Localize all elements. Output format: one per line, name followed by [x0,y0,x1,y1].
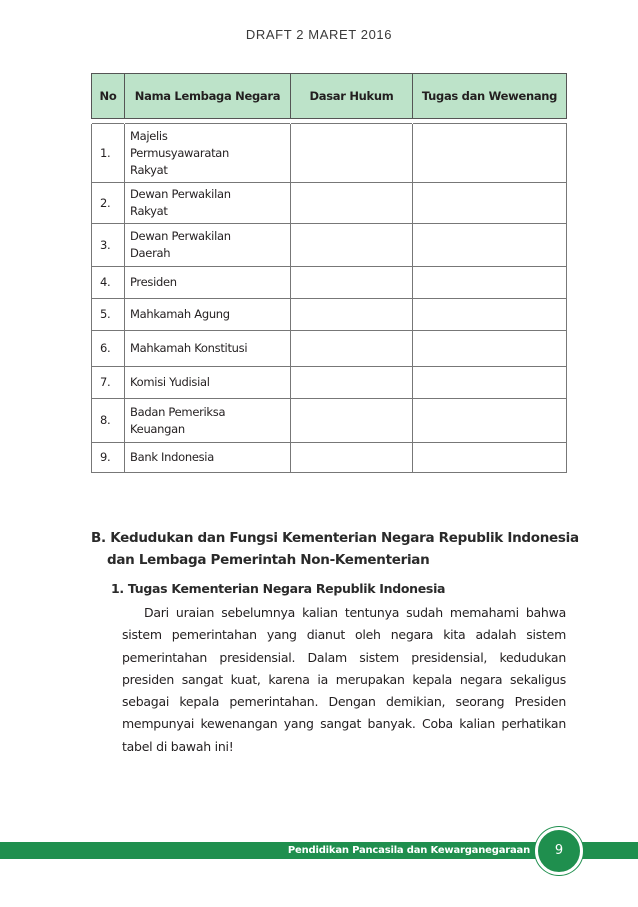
lembaga-name-line: Badan Pemeriksa [130,404,226,419]
lembaga-name-line: Mahkamah Konstitusi [130,341,248,355]
lembaga-name-line: Daerah [130,246,171,260]
header-nama-lembaga: Nama Lembaga Negara [125,74,291,119]
lembaga-name-line: Dewan Perwakilan [130,187,231,201]
table-row [92,299,567,331]
tugas-wewenang-cell [413,183,567,224]
row-number: 3. [92,224,125,267]
dasar-hukum-cell [291,124,413,183]
lembaga-name [125,443,291,473]
lembaga-name-line: Bank Indonesia [130,450,214,464]
tugas-wewenang-cell [413,124,567,183]
row-number: 8. [92,399,125,443]
table-body [92,119,567,473]
tugas-wewenang-cell [413,299,567,331]
lembaga-name [125,399,291,443]
tugas-wewenang-cell [413,224,567,267]
lembaga-name [125,299,291,331]
body-paragraph: Dari uraian sebelumnya kalian tentunya sudah memahami bahwa sistem pemerintahan yang dianut oleh negara kita adalah sistem pemerintahan presidensial. Dalam sistem presidensial, kedudukan presiden sangat kuat, karena ia merupakan kepala negara sekaligus sebagai kepala pemerintahan. Dengan demikian, seorang Presiden mempunyai kewenangan yang sangat banyak. Coba kalian perhatikan tabel di bawah ini! [122,605,566,754]
lembaga-name-line: Rakyat [130,162,168,177]
row-number: 9. [92,443,125,473]
section-b-line2: dan Lembaga Pemerintah Non-Kementerian [107,552,430,568]
header-no: No [92,74,125,119]
lembaga-negara-table [91,73,567,473]
header-tugas-wewenang: Tugas dan Wewenang [413,74,567,119]
section-b-heading [91,527,591,571]
lembaga-name-line: Keuangan [130,421,185,436]
table-header-row [92,74,567,119]
dasar-hukum-cell [291,399,413,443]
lembaga-name [125,367,291,399]
tugas-wewenang-cell [413,267,567,299]
table-row [92,267,567,299]
row-number: 1. [92,124,125,183]
lembaga-name-line: Komisi Yudisial [130,375,210,389]
lembaga-name-line: Mahkamah Agung [130,307,230,321]
page-number: 9 [535,827,583,875]
dasar-hukum-cell [291,267,413,299]
dasar-hukum-cell [291,183,413,224]
section-b-line1: B. Kedudukan dan Fungsi Kementerian Negara Republik Indonesia [91,530,579,546]
table-row [92,367,567,399]
lembaga-name [125,124,291,183]
row-number: 5. [92,299,125,331]
lembaga-name-line: Majelis [130,128,168,143]
lembaga-name-line: Dewan Perwakilan [130,229,231,243]
dasar-hukum-cell [291,367,413,399]
lembaga-name-line: Rakyat [130,204,168,218]
row-number: 4. [92,267,125,299]
dasar-hukum-cell [291,224,413,267]
lembaga-name [125,224,291,267]
tugas-wewenang-cell [413,443,567,473]
table-row [92,224,567,267]
dasar-hukum-cell [291,299,413,331]
row-number: 6. [92,331,125,367]
lembaga-name [125,331,291,367]
subsection-1-heading: 1. Tugas Kementerian Negara Republik Indonesia [111,581,446,596]
dasar-hukum-cell [291,443,413,473]
tugas-wewenang-cell [413,331,567,367]
row-number: 7. [92,367,125,399]
footer-book-title: Pendidikan Pancasila dan Kewarganegaraan [287,845,530,856]
table-row [92,183,567,224]
row-number: 2. [92,183,125,224]
dasar-hukum-cell [291,331,413,367]
lembaga-name [125,267,291,299]
tugas-wewenang-cell [413,367,567,399]
table-row [92,331,567,367]
lembaga-name-line: Presiden [130,275,177,289]
tugas-wewenang-cell [413,399,567,443]
header-dasar-hukum: Dasar Hukum [291,74,413,119]
table-row [92,399,567,443]
lembaga-name-line: Permusyawaratan [130,145,230,160]
lembaga-name [125,183,291,224]
table-row [92,443,567,473]
table-row [92,124,567,183]
draft-header: DRAFT 2 MARET 2016 [245,27,393,42]
